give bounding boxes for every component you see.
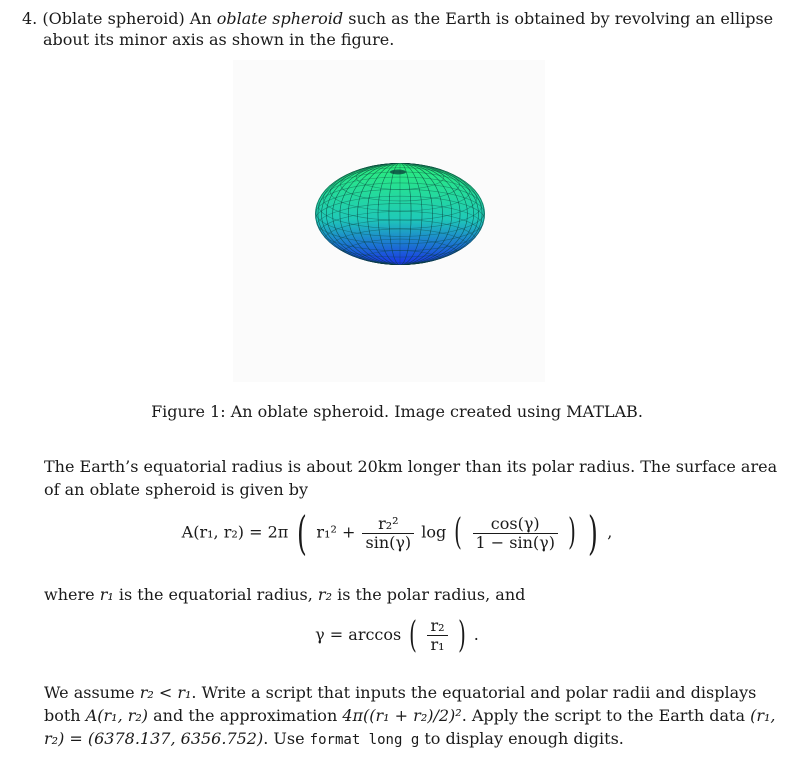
gamma-equation xyxy=(0,614,794,656)
eq1-log: log xyxy=(421,522,447,542)
para3-code: format long g xyxy=(309,732,420,748)
eq2-lhs: γ = arccos xyxy=(315,625,402,644)
eq2-tail: . xyxy=(473,625,479,644)
para3-f: to display enough digits. xyxy=(424,729,624,748)
surface-area-equation xyxy=(0,506,794,560)
paragraph-intro: The Earth’s equatorial radius is about 20km longer than its polar radius. The surface area of an oblate spheroid is given by xyxy=(44,457,778,499)
para2-r1: r₁ xyxy=(99,585,114,604)
para3-e: . Use xyxy=(263,729,305,748)
eq1-lhs: A(r₁, r₂) = 2π xyxy=(181,522,289,542)
para3-earth-data: (r₁, r₂) = (6378.137, 6356.752) xyxy=(44,706,776,748)
para3-d: . Apply the script to the Earth data xyxy=(461,706,746,725)
eq1-r1-squared: r₁² + xyxy=(316,522,356,542)
para3-c: and the approximation xyxy=(153,706,338,725)
problem-number: 4. xyxy=(22,9,38,28)
eq2-close-paren: ) xyxy=(457,614,466,656)
eq1-inner-close: ) xyxy=(568,512,576,553)
paragraph-definitions xyxy=(44,583,780,606)
para3-ineq: r₂ < r₁ xyxy=(139,683,192,702)
eq2-den: r₁ xyxy=(430,635,445,654)
eq1-den1: sin(γ) xyxy=(365,532,412,552)
eq1-inner-open: ( xyxy=(454,512,463,553)
problem-term: oblate spheroid xyxy=(216,9,344,28)
para2-r2: r₂ xyxy=(317,585,332,604)
para3-b: . Write a script that inputs the equatorial and polar radii and displays both xyxy=(44,683,757,725)
figure-caption: Figure 1: An oblate spheroid. Image created using MATLAB. xyxy=(151,402,643,421)
eq1-open-paren: ( xyxy=(297,506,308,560)
para2-b: is the equatorial radius, xyxy=(118,585,313,604)
para3-area: A(r₁, r₂) xyxy=(85,706,149,725)
paragraph-task xyxy=(44,681,780,752)
eq1-num2: cos(γ) xyxy=(473,515,558,534)
eq1-fraction-1 xyxy=(362,515,414,552)
problem-line2: about its minor axis as shown in the figure. xyxy=(43,30,395,49)
para3-a: We assume xyxy=(44,683,135,702)
spheroid-pole xyxy=(390,170,406,175)
eq2-num: r₂ xyxy=(427,617,447,636)
eq1-den2: 1 − sin(γ) xyxy=(475,532,555,552)
eq2-open-paren: ( xyxy=(409,614,418,656)
para2-c: is the polar radius, and xyxy=(337,585,526,604)
eq1-fraction-2 xyxy=(473,515,558,552)
eq1-close-paren: ) xyxy=(588,506,599,560)
problem-statement xyxy=(22,8,782,50)
spheroid-plot xyxy=(233,60,545,382)
eq2-fraction xyxy=(427,617,447,654)
eq1-num1: r₂² xyxy=(362,515,414,534)
problem-lead: (Oblate spheroid) An xyxy=(42,9,212,28)
spheroid-figure xyxy=(233,60,545,382)
para2-a: where xyxy=(44,585,95,604)
eq1-tail: , xyxy=(607,522,613,542)
para3-approx: 4π((r₁ + r₂)/2)² xyxy=(342,706,462,725)
problem-line1: such as the Earth is obtained by revolving an ellipse xyxy=(348,9,774,28)
